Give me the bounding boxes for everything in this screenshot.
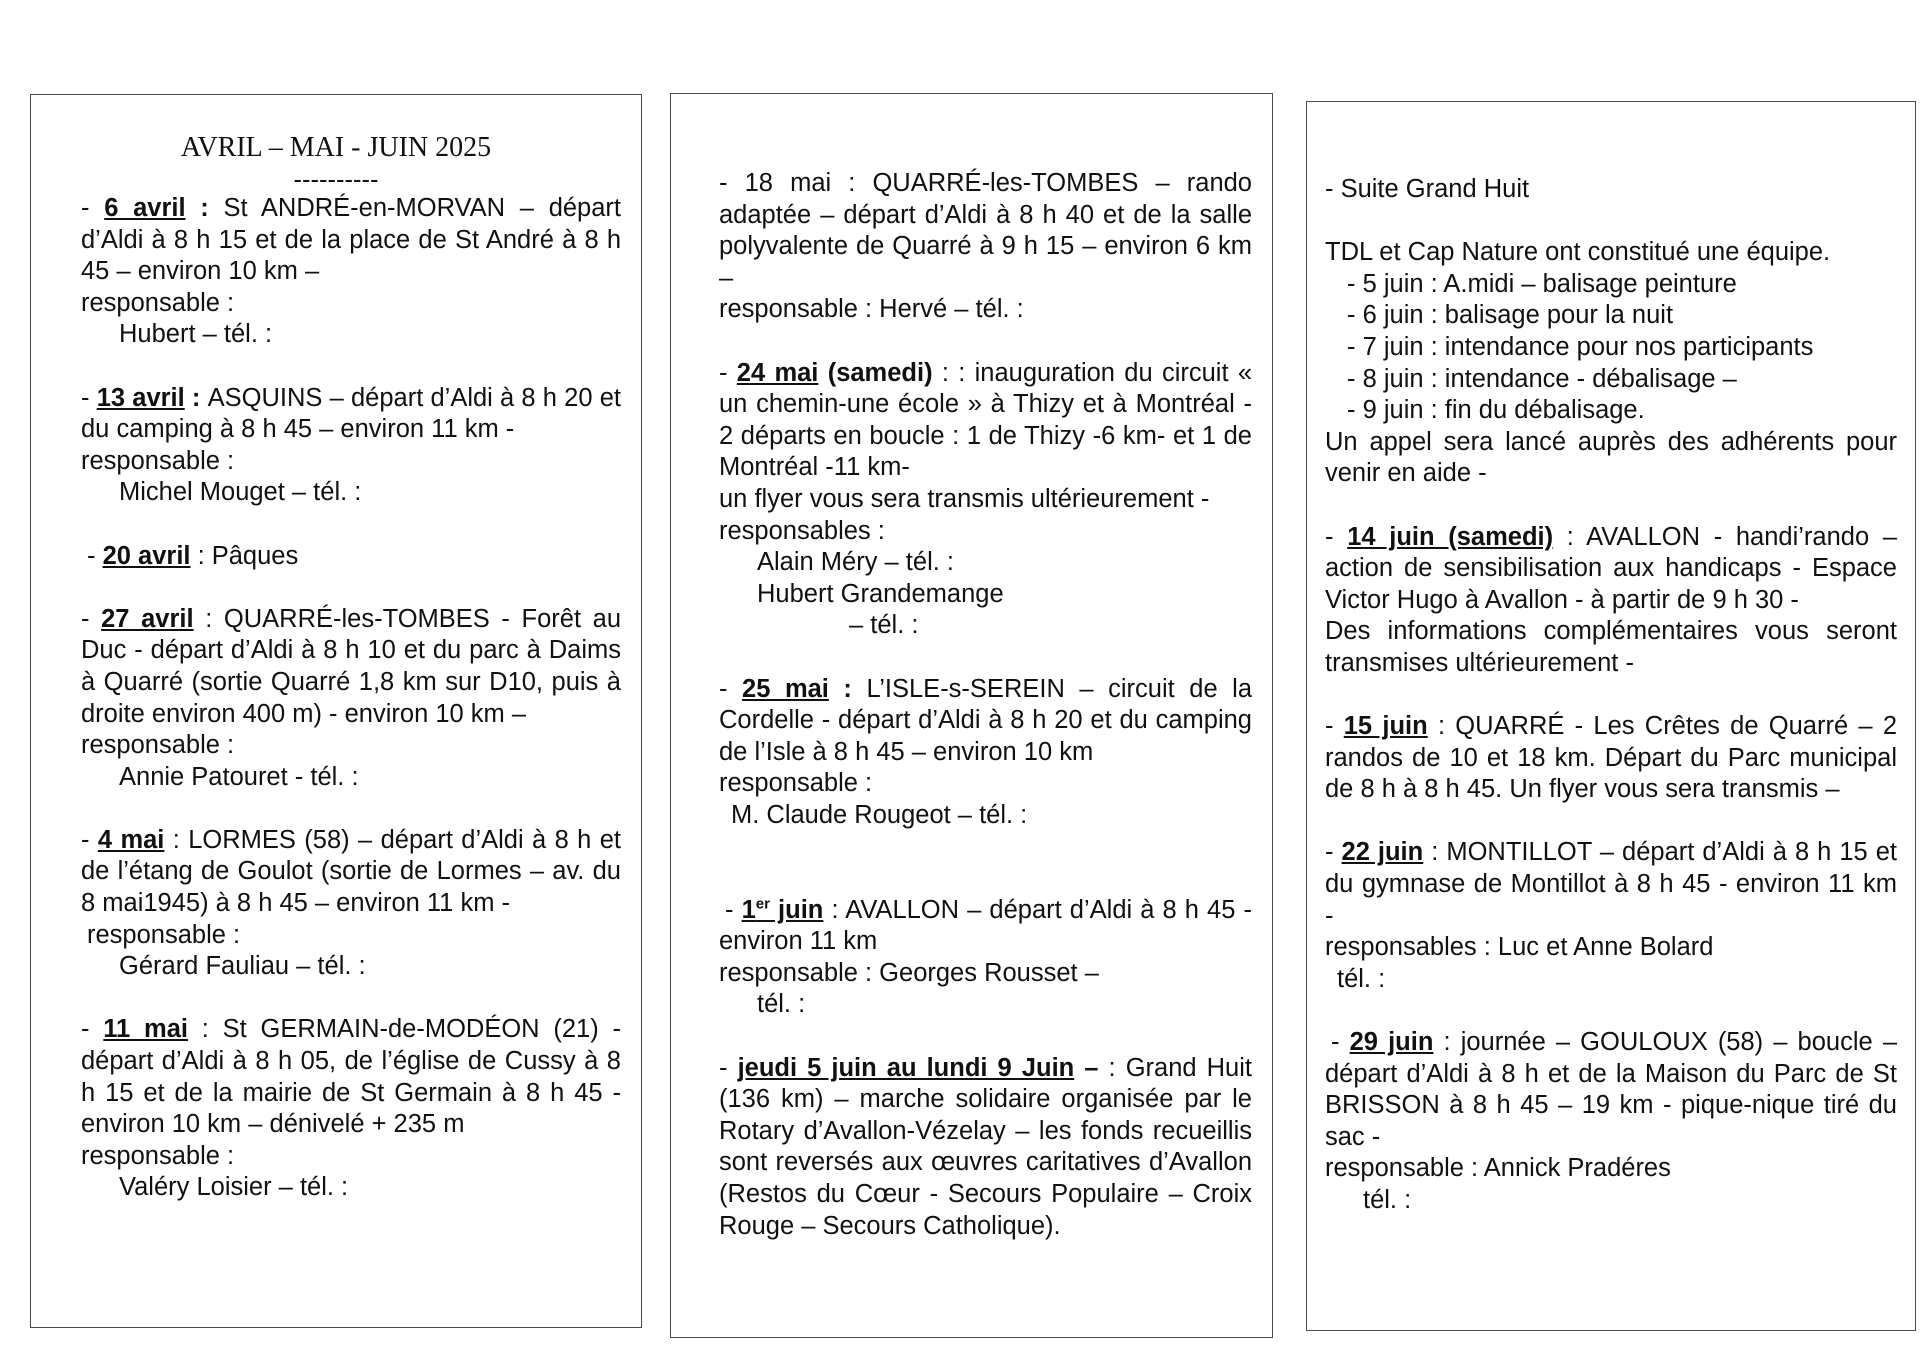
contact-name: Valéry Loisier – tél. : [119, 1173, 349, 1202]
event-25-mai: - 25 mai : L’ISLE-s-SEREIN – circuit de la Cordelle - départ d’Aldi à 8 h 20 et du camping de l’Isle à 8 h 45 – environ 10 km responsable : M. Claude Rougeot – tél. : [719, 674, 1252, 832]
event-4-mai: - 4 mai : LORMES (58) – départ d’Aldi à 8 h et de l’étang de Goulot (sortie de Lormes – av. du 8 mai1945) à 8 h 45 – environ 11 km - responsable : Gérard Fauliau – tél. : [81, 825, 621, 983]
responsable-label: responsable : [81, 731, 235, 760]
event-date: 13 avril [96, 383, 185, 412]
event-date: 27 avril [101, 604, 194, 633]
responsable-label: responsable : [719, 769, 873, 798]
contact-name: Gérard Fauliau – tél. : [119, 952, 366, 981]
event-description: : AVALLON - handi’rando – action de sensibilisation aux handicaps - Espace Victor Hugo à Avallon - à partir de 9 h 30 - [1325, 522, 1898, 614]
event-date: 22 juin [1341, 838, 1424, 867]
contact-tel: tél. : [1337, 964, 1386, 993]
event-date-note: (samedi) [818, 358, 933, 387]
event-date: 20 avril [102, 541, 191, 570]
column-may-june [670, 93, 1273, 1338]
event-11-mai: - 11 mai : St GERMAIN-de-MODÉON (21) - départ d’Aldi à 8 h 05, de l’église de Cussy à 8 h 15 et de la mairie de St Germain à 8 h 45 - environ 10 km – dénivelé + 235 m responsable : Valéry Loisier – tél. : [81, 1014, 621, 1204]
contact-tel: – tél. : [849, 611, 919, 640]
contact-name: Michel Mouget – tél. : [119, 478, 362, 507]
responsable-label: responsables : [719, 516, 885, 545]
event-date: 24 mai [736, 358, 819, 387]
event-date: jeudi 5 juin au lundi 9 Juin [737, 1053, 1075, 1082]
column-april-may [30, 94, 642, 1328]
section-heading: - Suite Grand Huit [1325, 175, 1530, 203]
flyer-note: un flyer vous sera transmis ultérieurement - [719, 484, 1210, 513]
responsable-line: responsable : Georges Rousset – [719, 958, 1099, 987]
event-date: 29 juin [1349, 1028, 1434, 1057]
contact-tel: tél. : [757, 990, 806, 1019]
title-separator: ---------- [293, 166, 379, 194]
event-20-avril: - 20 avril : Pâques [87, 541, 299, 570]
event-15-juin: - 15 juin : QUARRÉ - Les Crêtes de Quarré – 2 randos de 10 et 18 km. Départ du Parc municipal de 8 h à 8 h 45. Un flyer vous sera transmis – [1325, 712, 1897, 804]
contact-name: Alain Méry – tél. : [757, 548, 954, 577]
task-item: - 6 juin : balisage pour la nuit [1347, 301, 1674, 330]
event-date: 4 mai [97, 825, 165, 854]
responsable-label: responsable : [81, 446, 235, 475]
info-note: Des informations complémentaires vous seront transmises ultérieurement - [1325, 617, 1897, 677]
event-grand-huit: - jeudi 5 juin au lundi 9 Juin – : Grand Huit (136 km) – marche solidaire organisée par le Rotary d’Avallon-Vézelay – les fonds recueillis sont reversés aux œuvres caritatives d’Avallon (Restos du Cœur - Secours Populaire – Croix Rouge – Secours Catholique). [719, 1053, 1252, 1240]
event-18-mai [719, 168, 1252, 326]
event-description: ASQUINS – départ d’Aldi à 8 h 20 et du camping à 8 h 45 – environ 11 km - [81, 383, 622, 444]
event-description: : journée – GOULOUX (58) – boucle – départ d’Aldi à 8 h et de la Maison du Parc de St BRISSON à 8 h 45 – 19 km - pique-nique tiré du sac - [1325, 1028, 1897, 1151]
event-description: : : inauguration du circuit « un chemin-une école » à Thizy et à Montréal - 2 départs en boucle : 1 de Thizy -6 km- et 1 de Montréal -11 km- [719, 358, 1253, 482]
responsable-line: responsable : Hervé – tél. : [719, 295, 1024, 324]
team-tasks [1325, 237, 1897, 490]
column-june [1306, 101, 1916, 1331]
event-date: 1er juin [741, 895, 824, 924]
event-date: 15 juin [1343, 712, 1428, 741]
event-description: : QUARRÉ - Les Crêtes de Quarré – 2 randos de 10 et 18 km. Départ du Parc municipal de 8 h à 8 h 45. Un flyer vous sera transmis – [1325, 712, 1897, 804]
responsable-label: responsable : [81, 1141, 235, 1170]
event-description: : QUARRÉ-les-TOMBES - Forêt au Duc - départ d’Aldi à 8 h 10 et du parc à Daims à Quarré (sortie Quarré 1,8 km sur D10, puis à droite environ 400 m) - environ 10 km – [81, 604, 622, 728]
responsable-line: responsable : Annick Pradéres [1325, 1154, 1671, 1183]
contact-name: M. Claude Rougeot – tél. : [731, 800, 1028, 829]
page-title: AVRIL – MAI - JUIN 2025 [180, 132, 492, 163]
event-description: : Grand Huit (136 km) – marche solidaire organisée par le Rotary d’Avallon-Vézelay – les fonds recueillis sont reversés aux œuvres caritatives d’Avallon (Restos du Cœur - Secours Populaire – Croix Rouge – Secours Catholique). [719, 1053, 1252, 1240]
appeal-note: Un appel sera lancé auprès des adhérents pour venir en aide - [1325, 427, 1897, 488]
event-description: : Pâques [190, 541, 299, 570]
event-29-juin: - 29 juin : journée – GOULOUX (58) – boucle – départ d’Aldi à 8 h et de la Maison du Parc de St BRISSON à 8 h 45 – 19 km - pique-nique tiré du sac - responsable : Annick Pradéres tél. : [1325, 1027, 1897, 1217]
event-24-mai: - 24 mai (samedi) : : inauguration du circuit « un chemin-une école » à Thizy et à Montréal - 2 départs en boucle : 1 de Thizy -6 km- et 1 de Montréal -11 km- un flyer vous sera transmis ultérieurement - responsables : Alain Méry – tél. : Hubert Grandemange – tél. : [719, 358, 1252, 642]
responsable-line: responsables : Luc et Anne Bolard [1325, 933, 1714, 962]
contact-name: Annie Patouret - tél. : [119, 762, 359, 791]
responsable-label: responsable : [87, 920, 241, 949]
event-suite-grand-huit [1325, 174, 1897, 206]
event-22-juin: - 22 juin : MONTILLOT – départ d’Aldi à 8 h 15 et du gymnase de Montillot à 8 h 45 - environ 11 km - responsables : Luc et Anne Bolard tél. : [1325, 837, 1897, 995]
event-13-avril: - 13 avril : ASQUINS – départ d’Aldi à 8 h 20 et du camping à 8 h 45 – environ 11 km - responsable : Michel Mouget – tél. : [81, 383, 621, 509]
event-6-avril: - 6 avril : St ANDRÉ-en-MORVAN – départ d’Aldi à 8 h 15 et de la place de St André à 8 h 45 – environ 10 km – responsable : Hubert – tél. : [81, 193, 621, 351]
event-date: 11 mai [103, 1015, 188, 1044]
event-description: : LORMES (58) – départ d’Aldi à 8 h et de l’étang de Goulot (sortie de Lormes – av. du 8 mai1945) à 8 h 45 – environ 11 km - [81, 825, 621, 918]
task-item: - 8 juin : intendance - débalisage – [1347, 364, 1737, 393]
task-item: - 9 juin : fin du débalisage. [1347, 396, 1645, 425]
event-date: 14 juin (samedi) [1347, 522, 1554, 551]
task-item: - 5 juin : A.midi – balisage peinture [1347, 269, 1737, 298]
responsable-label: responsable : [81, 288, 235, 317]
team-intro: TDL et Cap Nature ont constitué une équipe. [1325, 238, 1831, 267]
task-item: - 7 juin : intendance pour nos participants [1347, 332, 1814, 361]
event-description: L’ISLE-s-SEREIN – circuit de la Cordelle - départ d’Aldi à 8 h 20 et du camping de l’Isle à 8 h 45 – environ 10 km [719, 674, 1253, 766]
event-description: : St GERMAIN-de-MODÉON (21) - départ d’Aldi à 8 h 05, de l’église de Cussy à 8 h 15 et de la mairie de St Germain à 8 h 45 - environ 10 km – dénivelé + 235 m [81, 1015, 622, 1139]
event-description: St ANDRÉ-en-MORVAN – départ d’Aldi à 8 h 15 et de la place de St André à 8 h 45 – environ 10 km – [81, 194, 621, 286]
event-date: 6 avril [104, 194, 186, 222]
event-1er-juin: - 1er juin : AVALLON – départ d’Aldi à 8 h 45 - environ 11 km responsable : Georges Rousset – tél. : [719, 895, 1252, 1021]
event-description: - 18 mai : QUARRÉ-les-TOMBES – rando adaptée – départ d’Aldi à 8 h 40 et de la salle polyvalente de Quarré à 9 h 15 – environ 6 km – [719, 169, 1252, 292]
event-description: : AVALLON – départ d’Aldi à 8 h 45 - environ 11 km [719, 895, 1252, 956]
event-date: 25 mai [742, 674, 829, 703]
contact-name: Hubert – tél. : [119, 320, 273, 349]
event-description: : MONTILLOT – départ d’Aldi à 8 h 15 et du gymnase de Montillot à 8 h 45 - environ 11 km - [1325, 838, 1897, 930]
event-27-avril: - 27 avril : QUARRÉ-les-TOMBES - Forêt au Duc - départ d’Aldi à 8 h 10 et du parc à Daims à Quarré (sortie Quarré 1,8 km sur D10, puis à droite environ 400 m) - environ 10 km – responsable : Annie Patouret - tél. : [81, 604, 621, 794]
contact-name: Hubert Grandemange [757, 579, 1004, 608]
event-14-juin: - 14 juin (samedi) : AVALLON - handi’rando – action de sensibilisation aux handicaps - Espace Victor Hugo à Avallon - à partir de 9 h 30 - Des informations complémentaires vous seront transmises ultérieurement - [1325, 522, 1897, 680]
contact-tel: tél. : [1363, 1186, 1412, 1214]
